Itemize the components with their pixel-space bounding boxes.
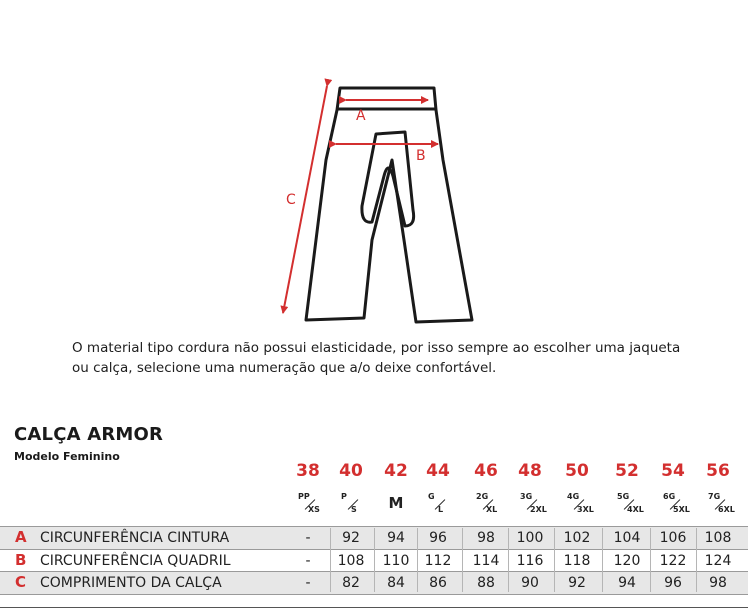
table-column-divider: [508, 528, 509, 592]
table-cell: 94: [387, 530, 405, 546]
size-fraction: [557, 492, 597, 516]
size-number: 38: [296, 461, 320, 481]
table-cell: -: [305, 553, 311, 569]
size-number: 52: [615, 461, 639, 481]
table-cell: 116: [516, 553, 544, 569]
table-row-divider: [0, 526, 748, 527]
size-number: 50: [565, 461, 589, 481]
size-intl-label: L: [438, 505, 444, 514]
size-intl-label: XS: [308, 505, 320, 514]
row-label: COMPRIMENTO DA CALÇA: [40, 575, 222, 591]
table-cell: 120: [613, 553, 641, 569]
table-cell: 118: [563, 553, 591, 569]
table-column-divider: [696, 528, 697, 592]
size-intl-label: 3XL: [577, 505, 594, 514]
size-number: 46: [474, 461, 498, 481]
measure-c-label: C: [286, 192, 296, 208]
table-row-divider: [0, 594, 748, 595]
size-number: 56: [706, 461, 730, 481]
size-br-label: PP: [298, 492, 310, 501]
size-fraction: [418, 492, 458, 516]
size-letter: [288, 492, 328, 516]
table-cell: 100: [516, 530, 544, 546]
table-cell: 110: [382, 553, 410, 569]
table-cell: 96: [429, 530, 447, 546]
size-intl-label: S: [351, 505, 357, 514]
table-column-divider: [650, 528, 651, 592]
product-subtitle: Modelo Feminino: [14, 450, 120, 463]
size-fraction: [288, 492, 328, 516]
table-cell: 102: [563, 530, 591, 546]
table-column-divider: [374, 528, 375, 592]
size-intl-label: 5XL: [673, 505, 690, 514]
row-label: CIRCUNFERÊNCIA QUADRIL: [40, 553, 231, 569]
material-note-line: O material tipo cordura não possui elasticidade, por isso sempre ao escolher uma jaqueta: [72, 340, 681, 356]
size-intl-label: 2XL: [530, 505, 547, 514]
measure-a-label: A: [356, 108, 366, 124]
size-number: 48: [518, 461, 542, 481]
size-number: 44: [426, 461, 450, 481]
size-br-label: 6G: [663, 492, 676, 501]
table-cell: 108: [704, 530, 732, 546]
table-cell: 124: [704, 553, 732, 569]
size-letter: [376, 492, 416, 516]
size-fraction: [698, 492, 738, 516]
size-fraction: [466, 492, 506, 516]
pants-outline: [306, 88, 472, 322]
table-cell: 108: [337, 553, 365, 569]
table-cell: 82: [342, 575, 360, 591]
size-letter: [466, 492, 506, 516]
size-br-label: 7G: [708, 492, 721, 501]
table-cell: 86: [429, 575, 447, 591]
table-cell: -: [305, 530, 311, 546]
size-letter-text: M: [388, 494, 404, 512]
size-intl-label: 6XL: [718, 505, 735, 514]
table-column-divider: [462, 528, 463, 592]
table-cell: 112: [424, 553, 452, 569]
row-letter: C: [15, 573, 27, 591]
size-letter: [557, 492, 597, 516]
table-cell: 122: [659, 553, 687, 569]
table-cell: 104: [613, 530, 641, 546]
size-fraction: [607, 492, 647, 516]
size-fraction: [510, 492, 550, 516]
table-cell: 96: [664, 575, 682, 591]
size-br-label: 3G: [520, 492, 533, 501]
size-intl-label: 4XL: [627, 505, 644, 514]
size-fraction: [653, 492, 693, 516]
table-cell: 114: [472, 553, 500, 569]
size-fraction: [331, 492, 371, 516]
size-br-label: G: [428, 492, 435, 501]
size-letter: [331, 492, 371, 516]
size-letter: [418, 492, 458, 516]
table-cell: 92: [342, 530, 360, 546]
size-br-label: 5G: [617, 492, 630, 501]
product-title: CALÇA ARMOR: [14, 424, 164, 445]
measure-b-label: B: [416, 148, 426, 164]
table-column-divider: [602, 528, 603, 592]
size-br-label: 4G: [567, 492, 580, 501]
size-letter: [607, 492, 647, 516]
table-bottom-rule: [0, 607, 748, 608]
size-letter: [698, 492, 738, 516]
size-br-label: 2G: [476, 492, 489, 501]
size-intl-label: XL: [486, 505, 498, 514]
table-cell: 90: [521, 575, 539, 591]
material-note-line: ou calça, selecione uma numeração que a/o deixe confortável.: [72, 360, 497, 376]
table-cell: 88: [477, 575, 495, 591]
table-cell: 106: [659, 530, 687, 546]
table-cell: -: [305, 575, 311, 591]
size-number: 42: [384, 461, 408, 481]
size-letter: [510, 492, 550, 516]
size-number: 54: [661, 461, 685, 481]
table-column-divider: [554, 528, 555, 592]
table-cell: 84: [387, 575, 405, 591]
material-note: [72, 338, 722, 378]
table-cell: 98: [709, 575, 727, 591]
size-number: 40: [339, 461, 363, 481]
row-letter: A: [15, 528, 27, 546]
size-br-label: P: [341, 492, 347, 501]
size-letter: [653, 492, 693, 516]
row-label: CIRCUNFERÊNCIA CINTURA: [40, 530, 230, 546]
table-cell: 94: [618, 575, 636, 591]
table-cell: 98: [477, 530, 495, 546]
table-cell: 92: [568, 575, 586, 591]
row-letter: B: [15, 551, 27, 569]
